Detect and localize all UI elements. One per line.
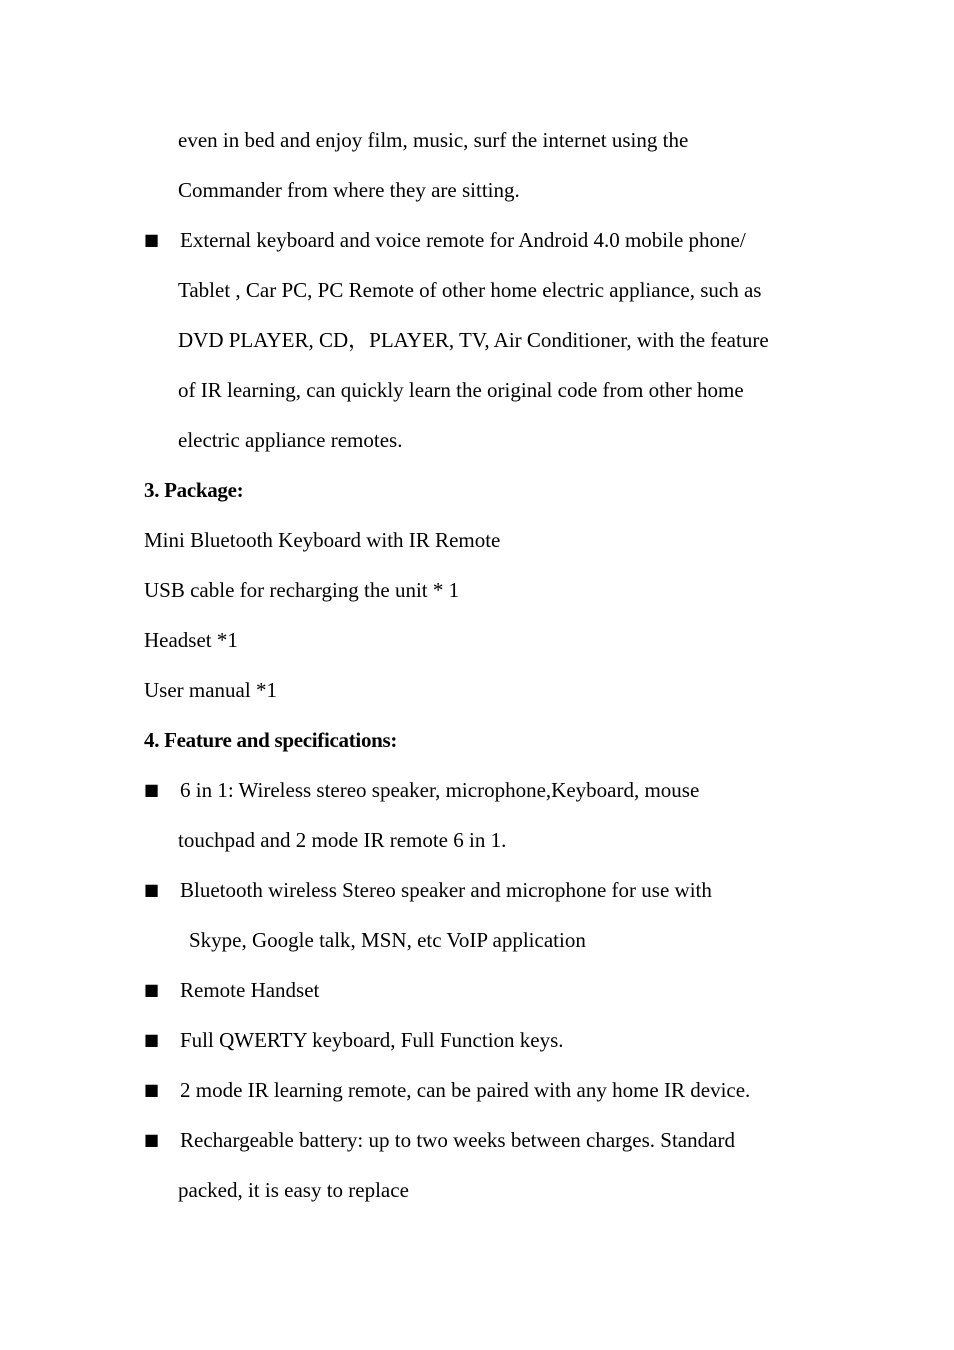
bullet-square-icon: ■ <box>144 1030 160 1049</box>
package-item: Mini Bluetooth Keyboard with IR Remote <box>144 528 501 552</box>
intro-line-1: even in bed and enjoy film, music, surf the internet using the <box>178 128 689 152</box>
package-heading: 3. Package: <box>144 478 244 502</box>
feature-item-text: 2 mode IR learning remote, can be paired with any home IR device. <box>180 1078 751 1102</box>
bullet-square-icon: ■ <box>144 1080 160 1099</box>
feature-item <box>0 765 954 815</box>
intro-line-2: Commander from where they are sitting. <box>178 178 520 202</box>
feature-item <box>0 965 954 1015</box>
package-item: USB cable for recharging the unit * 1 <box>144 578 460 602</box>
external-item <box>0 215 954 265</box>
features-heading: 4. Feature and specifications: <box>144 728 398 752</box>
bullet-square-icon: ■ <box>144 230 160 249</box>
external-item-cont-3: of IR learning, can quickly learn the original code from other home <box>178 378 744 402</box>
feature-item-cont: packed, it is easy to replace <box>178 1178 409 1202</box>
bullet-square-icon: ■ <box>144 880 160 899</box>
package-item: User manual *1 <box>144 678 277 702</box>
feature-item-text: Remote Handset <box>180 978 320 1002</box>
feature-item-text: 6 in 1: Wireless stereo speaker, microphone,Keyboard, mouse <box>180 778 700 802</box>
bullet-square-icon: ■ <box>144 980 160 999</box>
feature-item <box>0 1015 954 1065</box>
external-item-cont-1: Tablet , Car PC, PC Remote of other home electric appliance, such as <box>178 278 762 302</box>
bullet-square-icon: ■ <box>144 1130 160 1149</box>
package-item: Headset *1 <box>144 628 238 652</box>
feature-item <box>0 1115 954 1165</box>
external-item-cont-4: electric appliance remotes. <box>178 428 403 452</box>
feature-item-text: Bluetooth wireless Stereo speaker and microphone for use with <box>180 878 712 902</box>
external-item-text: External keyboard and voice remote for Android 4.0 mobile phone/ <box>180 228 746 252</box>
bullet-square-icon: ■ <box>144 780 160 799</box>
feature-item-text: Full QWERTY keyboard, Full Function keys. <box>180 1028 564 1052</box>
feature-item <box>0 1065 954 1115</box>
feature-item-text: Rechargeable battery: up to two weeks between charges. Standard <box>180 1128 735 1152</box>
feature-item <box>0 865 954 915</box>
feature-item-cont: Skype, Google talk, MSN, etc VoIP application <box>189 928 586 952</box>
document-page <box>0 115 954 1215</box>
external-item-cont-2: DVD PLAYER, CD，PLAYER, TV, Air Conditioner, with the feature <box>178 328 769 352</box>
feature-item-cont: touchpad and 2 mode IR remote 6 in 1. <box>178 828 507 852</box>
